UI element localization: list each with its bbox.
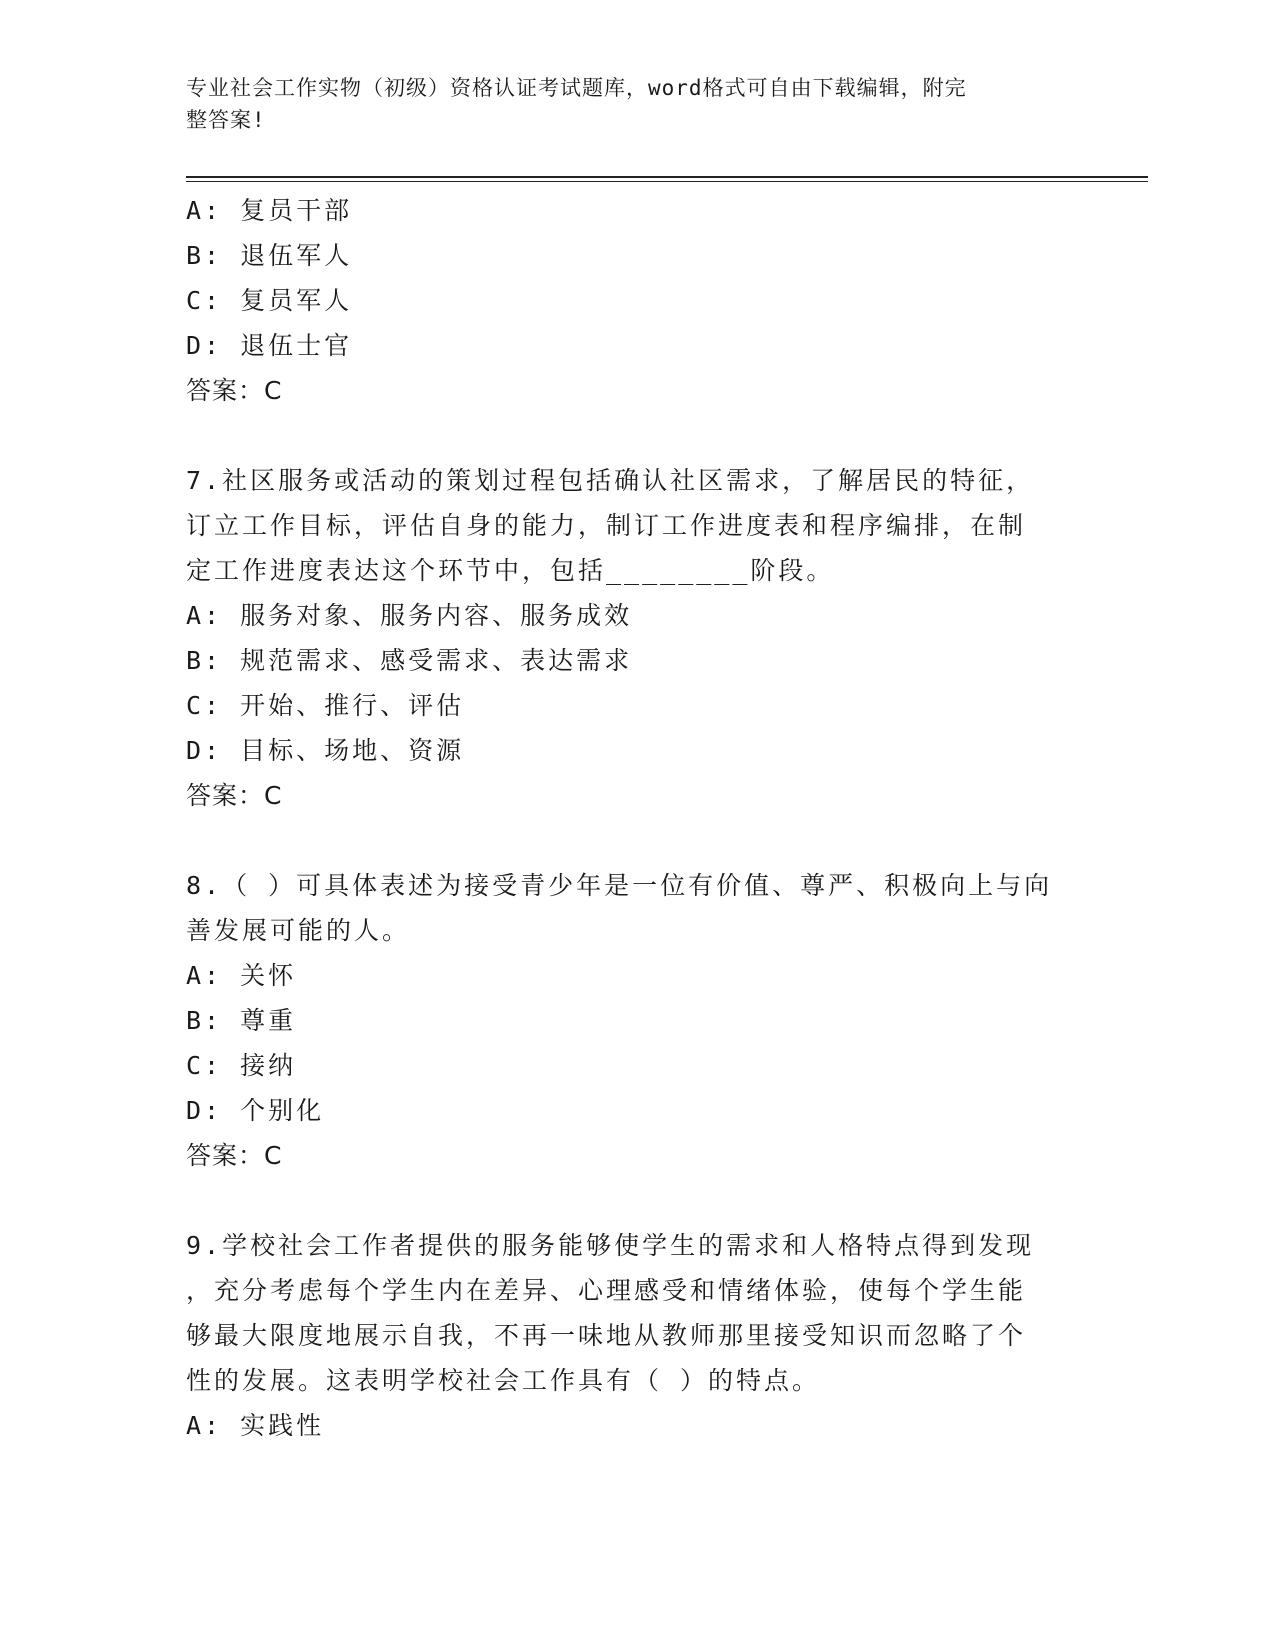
option-b: B: 规范需求、感受需求、表达需求 (186, 646, 633, 675)
option-d: D: 目标、场地、资源 (186, 736, 465, 765)
question-6 (186, 188, 1066, 413)
option-a: A: 关怀 (186, 961, 297, 990)
question-stem-line: 善发展可能的人。 (186, 916, 411, 945)
option-d: D: 退伍士官 (186, 331, 353, 360)
question-9 (186, 1223, 1066, 1448)
question-stem-line: 定工作进度表达这个环节中，包括________阶段。 (186, 556, 835, 585)
spacer (186, 413, 1066, 458)
option-c: C: 接纳 (186, 1051, 297, 1080)
question-content (186, 188, 1066, 1448)
question-stem-line: 9.学校社会工作者提供的服务能够使学生的需求和人格特点得到发现 (186, 1231, 1035, 1260)
question-stem-line: ，充分考虑每个学生内在差异、心理感受和情绪体验，使每个学生能 (186, 1276, 1027, 1305)
option-b: B: 尊重 (186, 1006, 297, 1035)
option-a: A: 服务对象、服务内容、服务成效 (186, 601, 633, 630)
question-stem-line: 性的发展。这表明学校社会工作具有（ ）的特点。 (186, 1366, 821, 1395)
page-header (186, 72, 1066, 136)
option-c: C: 开始、推行、评估 (186, 691, 465, 720)
header-line-2: 整答案! (186, 108, 266, 132)
question-7 (186, 458, 1066, 818)
question-stem-line: 订立工作目标，评估自身的能力，制订工作进度表和程序编排，在制 (186, 511, 1027, 540)
option-c: C: 复员军人 (186, 286, 353, 315)
question-8 (186, 863, 1066, 1178)
option-d: D: 个别化 (186, 1096, 325, 1125)
spacer (186, 818, 1066, 863)
question-stem-line: 7.社区服务或活动的策划过程包括确认社区需求，了解居民的特征， (186, 466, 1035, 495)
header-rule-thick (186, 176, 1148, 178)
option-b: B: 退伍军人 (186, 241, 353, 270)
answer: 答案：C (186, 1141, 283, 1170)
option-a: A: 复员干部 (186, 196, 353, 225)
header-rule-thin (186, 181, 1148, 182)
question-stem-line: 够最大限度地展示自我，不再一味地从教师那里接受知识而忽略了个 (186, 1321, 1027, 1350)
answer: 答案：C (186, 376, 283, 405)
answer: 答案：C (186, 781, 283, 810)
header-line-1: 专业社会工作实物（初级）资格认证考试题库，word格式可自由下载编辑，附完 (186, 76, 967, 100)
question-stem-line: 8.（ ）可具体表述为接受青少年是一位有价值、尊严、积极向上与向 (186, 871, 1053, 900)
spacer (186, 1178, 1066, 1223)
option-a: A: 实践性 (186, 1411, 325, 1440)
